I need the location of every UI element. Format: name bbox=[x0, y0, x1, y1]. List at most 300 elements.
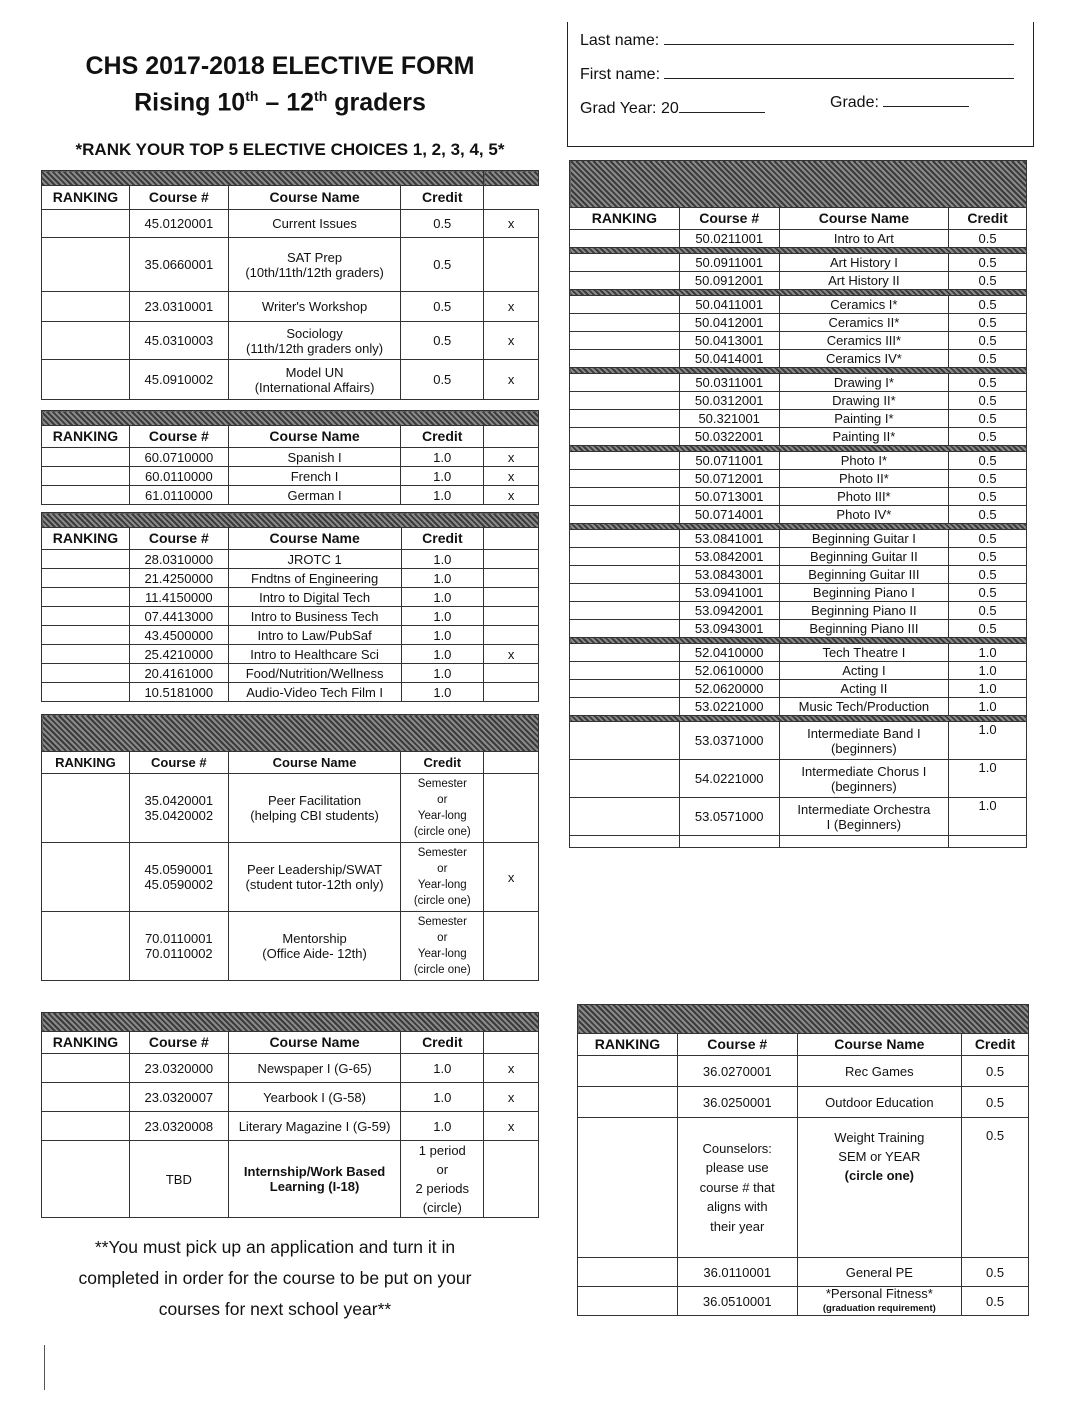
first-name-field[interactable]: First name: bbox=[580, 64, 1014, 84]
table-row bbox=[570, 602, 1027, 620]
ranking-header: RANKING bbox=[578, 1034, 678, 1056]
table-row bbox=[42, 1083, 539, 1112]
credit: 0.5 bbox=[401, 238, 484, 292]
course-name: Photo II* bbox=[779, 470, 949, 488]
course-number: 52.0410000 bbox=[679, 644, 779, 662]
ranking-cell[interactable] bbox=[42, 683, 130, 702]
course-number: 28.0310000 bbox=[129, 550, 228, 569]
credit: 0.5 bbox=[401, 322, 484, 360]
ranking-cell[interactable] bbox=[570, 680, 680, 698]
table-row bbox=[570, 332, 1027, 350]
course-number: 50.0211001 bbox=[679, 230, 779, 248]
credit: 1.0 bbox=[401, 1054, 484, 1083]
header-row bbox=[42, 186, 539, 210]
ranking-cell[interactable] bbox=[570, 410, 680, 428]
table-row bbox=[578, 1118, 1029, 1258]
table-row bbox=[570, 254, 1027, 272]
course-number: 50.0413001 bbox=[679, 332, 779, 350]
offered-mark bbox=[484, 238, 539, 292]
course-name: Spanish I bbox=[228, 448, 400, 467]
offered-mark: x bbox=[484, 1112, 539, 1141]
table-row bbox=[42, 912, 539, 981]
course-name: Tech Theatre I bbox=[779, 644, 949, 662]
table-row bbox=[42, 1141, 539, 1218]
ranking-cell[interactable] bbox=[42, 360, 130, 400]
table-row bbox=[570, 470, 1027, 488]
table-row bbox=[42, 774, 539, 843]
ranking-cell[interactable] bbox=[570, 566, 680, 584]
course-name: Intermediate Orchestra I (Beginners) bbox=[779, 798, 949, 836]
offered-mark: x bbox=[484, 210, 539, 238]
ranking-header: RANKING bbox=[570, 208, 680, 230]
table-row bbox=[42, 467, 539, 486]
ranking-cell[interactable] bbox=[570, 254, 680, 272]
table-row bbox=[42, 626, 539, 645]
course-name: Acting II bbox=[779, 680, 949, 698]
course-number: 23.0320000 bbox=[129, 1054, 228, 1083]
table-row bbox=[42, 683, 539, 702]
course-number: 36.0110001 bbox=[677, 1258, 797, 1287]
credit: 1.0 bbox=[949, 662, 1027, 680]
course-name: Sociology (11th/12th graders only) bbox=[228, 322, 401, 360]
course-number: 50.0311001 bbox=[679, 374, 779, 392]
ranking-cell[interactable] bbox=[42, 292, 130, 322]
course-name: Rec Games bbox=[797, 1056, 961, 1087]
ranking-cell[interactable] bbox=[570, 644, 680, 662]
credit: 0.5 bbox=[962, 1258, 1029, 1287]
credit: 0.5 bbox=[949, 488, 1027, 506]
course-number: 10.5181000 bbox=[129, 683, 228, 702]
offered-mark bbox=[484, 626, 539, 645]
table-row bbox=[570, 644, 1027, 662]
credit: 1.0 bbox=[401, 645, 484, 664]
student-info-box bbox=[567, 22, 1034, 147]
ranking-cell[interactable] bbox=[570, 548, 680, 566]
course-number-header: Course # bbox=[129, 186, 228, 210]
table-row bbox=[570, 392, 1027, 410]
grade-field[interactable]: Grade: bbox=[830, 92, 969, 112]
table-row bbox=[42, 210, 539, 238]
ranking-cell[interactable] bbox=[570, 392, 680, 410]
application-footnote: **You must pick up an application and turn it in completed in order for the course to be put on your courses for next school year** bbox=[78, 1237, 472, 1319]
course-number: 53.0571000 bbox=[679, 798, 779, 836]
course-number: 53.0842001 bbox=[679, 548, 779, 566]
table-row bbox=[570, 530, 1027, 548]
course-name: Art History I bbox=[779, 254, 949, 272]
table-row bbox=[570, 698, 1027, 716]
credit: 0.5 bbox=[949, 392, 1027, 410]
course-number: 50.0412001 bbox=[679, 314, 779, 332]
course-number-header: Course # bbox=[129, 752, 228, 774]
course-name: Internship/Work Based Learning (I-18) bbox=[228, 1141, 401, 1218]
offered-mark bbox=[484, 774, 539, 843]
form-subtitle: Rising 10th – 12th graders bbox=[134, 88, 426, 117]
offered-mark bbox=[484, 588, 539, 607]
credit: 1.0 bbox=[401, 683, 484, 702]
table-row bbox=[42, 550, 539, 569]
credit: 1.0 bbox=[401, 486, 484, 505]
ranking-cell[interactable] bbox=[42, 1112, 130, 1141]
course-number: 52.0610000 bbox=[679, 662, 779, 680]
course-name: Audio-Video Tech Film I bbox=[228, 683, 401, 702]
ranking-cell[interactable] bbox=[42, 645, 130, 664]
table-row bbox=[578, 1287, 1029, 1316]
elective-table-physical-education bbox=[577, 1004, 1029, 1316]
ranking-cell[interactable] bbox=[570, 230, 680, 248]
course-number: 50.0312001 bbox=[679, 392, 779, 410]
elective-table-peer-programs bbox=[41, 714, 539, 981]
ranking-cell[interactable] bbox=[570, 530, 680, 548]
course-number: 21.4250000 bbox=[129, 569, 228, 588]
course-number: 53.0943001 bbox=[679, 620, 779, 638]
course-name: Model UN (International Affairs) bbox=[228, 360, 401, 400]
course-name: Intro to Business Tech bbox=[228, 607, 401, 626]
credit: 0.5 bbox=[949, 350, 1027, 368]
course-name: Intro to Art bbox=[779, 230, 949, 248]
ranking-cell[interactable] bbox=[570, 332, 680, 350]
credit: 0.5 bbox=[401, 210, 484, 238]
course-name: Ceramics IV* bbox=[779, 350, 949, 368]
offered-mark: x bbox=[484, 843, 539, 912]
course-name: Painting I* bbox=[779, 410, 949, 428]
course-number: 45.0310003 bbox=[129, 322, 228, 360]
credit-options: Semester or Year-long (circle one) bbox=[401, 843, 484, 912]
course-name-header: Course Name bbox=[228, 186, 401, 210]
credit: 0.5 bbox=[949, 470, 1027, 488]
credit: 0.5 bbox=[949, 314, 1027, 332]
course-name: Photo IV* bbox=[779, 506, 949, 524]
table-row bbox=[570, 452, 1027, 470]
ranking-cell[interactable] bbox=[42, 626, 130, 645]
course-name: Beginning Guitar I bbox=[779, 530, 949, 548]
ranking-cell[interactable] bbox=[570, 662, 680, 680]
table-row bbox=[570, 374, 1027, 392]
ranking-cell[interactable] bbox=[570, 506, 680, 524]
offered-mark: x bbox=[484, 448, 539, 467]
course-name: Peer Facilitation (helping CBI students) bbox=[228, 774, 401, 843]
credit: 1.0 bbox=[949, 722, 1027, 760]
table-row bbox=[42, 843, 539, 912]
table-row bbox=[578, 1087, 1029, 1118]
header-row bbox=[42, 528, 539, 550]
course-number: 53.0841001 bbox=[679, 530, 779, 548]
table-row bbox=[42, 238, 539, 292]
ranking-cell[interactable] bbox=[570, 760, 680, 798]
ranking-cell[interactable] bbox=[570, 698, 680, 716]
credit: 0.5 bbox=[949, 530, 1027, 548]
course-name: Fndtns of Engineering bbox=[228, 569, 401, 588]
ranking-cell[interactable] bbox=[42, 664, 130, 683]
credit: 1.0 bbox=[949, 644, 1027, 662]
ranking-cell[interactable] bbox=[42, 448, 130, 467]
credit-header: Credit bbox=[401, 752, 484, 774]
credit: 0.5 bbox=[962, 1056, 1029, 1087]
offered-mark: x bbox=[484, 467, 539, 486]
credit: 1.0 bbox=[401, 448, 484, 467]
credit-options: Semester or Year-long (circle one) bbox=[401, 774, 484, 843]
ranking-cell[interactable] bbox=[578, 1087, 678, 1118]
credit: 0.5 bbox=[949, 410, 1027, 428]
course-number: 45.0910002 bbox=[129, 360, 228, 400]
ranking-cell[interactable] bbox=[570, 584, 680, 602]
table-row bbox=[42, 448, 539, 467]
course-name: Painting II* bbox=[779, 428, 949, 446]
course-name: Ceramics I* bbox=[779, 296, 949, 314]
course-number: 70.0110001 70.0110002 bbox=[129, 912, 228, 981]
course-name: Mentorship (Office Aide- 12th) bbox=[228, 912, 401, 981]
course-name: *Personal Fitness* (graduation requirement) bbox=[797, 1287, 961, 1316]
offered-mark: x bbox=[484, 322, 539, 360]
ranking-cell[interactable] bbox=[42, 843, 130, 912]
credit: 0.5 bbox=[949, 332, 1027, 350]
credit-header: Credit bbox=[401, 1032, 484, 1054]
course-number: 23.0310001 bbox=[129, 292, 228, 322]
course-name: Outdoor Education bbox=[797, 1087, 961, 1118]
credit: 0.5 bbox=[949, 602, 1027, 620]
course-number: 45.0120001 bbox=[129, 210, 228, 238]
elective-table-general bbox=[41, 170, 539, 400]
course-name-header: Course Name bbox=[228, 752, 401, 774]
course-name: Art History II bbox=[779, 272, 949, 290]
table-row bbox=[570, 662, 1027, 680]
ranking-cell[interactable] bbox=[42, 774, 130, 843]
ranking-cell[interactable] bbox=[570, 620, 680, 638]
course-number-header: Course # bbox=[129, 528, 228, 550]
credit: 1.0 bbox=[401, 626, 484, 645]
offered-mark bbox=[484, 912, 539, 981]
course-name: French I bbox=[228, 467, 400, 486]
credit: 1.0 bbox=[401, 569, 484, 588]
course-number: 20.4161000 bbox=[129, 664, 228, 683]
header-row bbox=[570, 208, 1027, 230]
table-row bbox=[42, 569, 539, 588]
table-row bbox=[570, 428, 1027, 446]
credit-options: 1 period or 2 periods (circle) bbox=[401, 1141, 484, 1218]
credit: 0.5 bbox=[962, 1087, 1029, 1118]
course-name: Photo I* bbox=[779, 452, 949, 470]
course-number: TBD bbox=[129, 1141, 228, 1218]
ranking-cell[interactable] bbox=[42, 912, 130, 981]
offered-mark: x bbox=[484, 292, 539, 322]
course-name-header: Course Name bbox=[797, 1034, 961, 1056]
table-row bbox=[570, 272, 1027, 290]
ranking-cell[interactable] bbox=[42, 588, 130, 607]
course-name: General PE bbox=[797, 1258, 961, 1287]
credit: 0.5 bbox=[401, 292, 484, 322]
course-number: 43.4500000 bbox=[129, 626, 228, 645]
course-number: 36.0510001 bbox=[677, 1287, 797, 1316]
ranking-cell[interactable] bbox=[570, 296, 680, 314]
credit: 1.0 bbox=[401, 1112, 484, 1141]
course-number: 50.0912001 bbox=[679, 272, 779, 290]
course-name: Newspaper I (G-65) bbox=[228, 1054, 401, 1083]
course-name: Drawing II* bbox=[779, 392, 949, 410]
course-number: 54.0221000 bbox=[679, 760, 779, 798]
course-name: Intermediate Band I (beginners) bbox=[779, 722, 949, 760]
course-name: Photo III* bbox=[779, 488, 949, 506]
ranking-cell[interactable] bbox=[42, 238, 130, 292]
course-number: 53.0941001 bbox=[679, 584, 779, 602]
ranking-cell[interactable] bbox=[570, 272, 680, 290]
table-row bbox=[570, 548, 1027, 566]
table-row bbox=[578, 1258, 1029, 1287]
offered-mark bbox=[484, 664, 539, 683]
course-number: 50.0411001 bbox=[679, 296, 779, 314]
ranking-cell[interactable] bbox=[42, 210, 130, 238]
ranking-cell[interactable] bbox=[578, 1056, 678, 1087]
rank-instructions: *RANK YOUR TOP 5 ELECTIVE CHOICES 1, 2, 3, 4, 5* bbox=[75, 140, 505, 159]
course-number: 50.0713001 bbox=[679, 488, 779, 506]
ranking-cell[interactable] bbox=[570, 350, 680, 368]
table-row bbox=[570, 314, 1027, 332]
course-number: 52.0620000 bbox=[679, 680, 779, 698]
ranking-cell[interactable] bbox=[570, 314, 680, 332]
table-row bbox=[42, 360, 539, 400]
course-name: Beginning Guitar III bbox=[779, 566, 949, 584]
ranking-cell[interactable] bbox=[42, 486, 130, 505]
ranking-cell[interactable] bbox=[570, 428, 680, 446]
table-row bbox=[42, 664, 539, 683]
table-row bbox=[570, 350, 1027, 368]
credit-header: Credit bbox=[949, 208, 1027, 230]
credit: 0.5 bbox=[949, 230, 1027, 248]
header-row bbox=[42, 426, 539, 448]
course-name: Beginning Guitar II bbox=[779, 548, 949, 566]
course-name-header: Course Name bbox=[779, 208, 949, 230]
course-number: 50.0911001 bbox=[679, 254, 779, 272]
course-number-header: Course # bbox=[677, 1034, 797, 1056]
counselor-note: Counselors: please use course # that aligns with their year bbox=[677, 1118, 797, 1258]
credit: 0.5 bbox=[401, 360, 484, 400]
credit: 0.5 bbox=[962, 1118, 1029, 1258]
table-row bbox=[42, 1112, 539, 1141]
ranking-cell[interactable] bbox=[570, 488, 680, 506]
ranking-cell[interactable] bbox=[42, 1141, 130, 1218]
ranking-cell[interactable] bbox=[570, 602, 680, 620]
header-row bbox=[578, 1034, 1029, 1056]
credit: 1.0 bbox=[401, 1083, 484, 1112]
credit-header: Credit bbox=[401, 186, 484, 210]
course-number: 23.0320008 bbox=[129, 1112, 228, 1141]
ranking-header: RANKING bbox=[42, 186, 130, 210]
credit-header: Credit bbox=[401, 528, 484, 550]
credit: 0.5 bbox=[949, 506, 1027, 524]
ranking-cell[interactable] bbox=[578, 1118, 678, 1258]
grad-year-field[interactable]: Grad Year: 20 bbox=[580, 98, 765, 118]
elective-table-publications bbox=[41, 1012, 539, 1218]
ranking-cell[interactable] bbox=[42, 569, 130, 588]
table-row bbox=[570, 410, 1027, 428]
table-row bbox=[570, 620, 1027, 638]
course-number: 50.0322001 bbox=[679, 428, 779, 446]
table-row bbox=[42, 607, 539, 626]
credit-header: Credit bbox=[962, 1034, 1029, 1056]
course-number: 50.0712001 bbox=[679, 470, 779, 488]
course-number: 60.0110000 bbox=[129, 467, 228, 486]
credit-options: Semester or Year-long (circle one) bbox=[401, 912, 484, 981]
credit: 1.0 bbox=[401, 588, 484, 607]
table-row bbox=[570, 566, 1027, 584]
credit-header: Credit bbox=[401, 426, 484, 448]
course-name: Ceramics II* bbox=[779, 314, 949, 332]
course-name: Beginning Piano I bbox=[779, 584, 949, 602]
table-row bbox=[42, 322, 539, 360]
offered-mark bbox=[484, 550, 539, 569]
offered-mark: x bbox=[484, 1083, 539, 1112]
ranking-cell[interactable] bbox=[42, 322, 130, 360]
course-name: Writer's Workshop bbox=[228, 292, 401, 322]
ranking-cell[interactable] bbox=[570, 374, 680, 392]
course-name: Food/Nutrition/Wellness bbox=[228, 664, 401, 683]
course-name: Music Tech/Production bbox=[779, 698, 949, 716]
course-number: 23.0320007 bbox=[129, 1083, 228, 1112]
ranking-cell[interactable] bbox=[570, 452, 680, 470]
credit: 0.5 bbox=[962, 1287, 1029, 1316]
course-name: Ceramics III* bbox=[779, 332, 949, 350]
course-name: Intro to Digital Tech bbox=[228, 588, 401, 607]
table-row bbox=[42, 292, 539, 322]
course-name: Intermediate Chorus I (beginners) bbox=[779, 760, 949, 798]
ranking-cell[interactable] bbox=[578, 1287, 678, 1316]
credit: 0.5 bbox=[949, 254, 1027, 272]
ranking-cell[interactable] bbox=[42, 1054, 130, 1083]
offered-mark bbox=[484, 607, 539, 626]
credit: 1.0 bbox=[401, 550, 484, 569]
table-row bbox=[570, 506, 1027, 524]
ranking-cell[interactable] bbox=[42, 1083, 130, 1112]
ranking-cell[interactable] bbox=[570, 722, 680, 760]
course-name: German I bbox=[228, 486, 400, 505]
course-number: 35.0420001 35.0420002 bbox=[129, 774, 228, 843]
offered-mark bbox=[484, 569, 539, 588]
course-number: 53.0221000 bbox=[679, 698, 779, 716]
elective-table-career-tech bbox=[41, 512, 539, 702]
ranking-cell[interactable] bbox=[578, 1258, 678, 1287]
course-number: 25.4210000 bbox=[129, 645, 228, 664]
ranking-cell[interactable] bbox=[42, 467, 130, 486]
table-row bbox=[42, 645, 539, 664]
course-name-header: Course Name bbox=[228, 528, 401, 550]
table-row bbox=[570, 760, 1027, 798]
ranking-cell[interactable] bbox=[42, 550, 130, 569]
table-row bbox=[42, 588, 539, 607]
course-name: Intro to Law/PubSaf bbox=[228, 626, 401, 645]
table-row bbox=[570, 296, 1027, 314]
ranking-cell[interactable] bbox=[570, 470, 680, 488]
course-name: SAT Prep (10th/11th/12th graders) bbox=[228, 238, 401, 292]
course-name-header: Course Name bbox=[228, 426, 400, 448]
credit: 1.0 bbox=[949, 798, 1027, 836]
table-row bbox=[578, 1056, 1029, 1087]
course-number-header: Course # bbox=[129, 1032, 228, 1054]
course-number: 50.0414001 bbox=[679, 350, 779, 368]
credit: 0.5 bbox=[949, 548, 1027, 566]
credit: 0.5 bbox=[949, 428, 1027, 446]
course-name: Acting I bbox=[779, 662, 949, 680]
course-name: Drawing I* bbox=[779, 374, 949, 392]
table-row bbox=[570, 722, 1027, 760]
ranking-header: RANKING bbox=[42, 528, 130, 550]
credit: 0.5 bbox=[949, 452, 1027, 470]
ranking-header: RANKING bbox=[42, 426, 130, 448]
course-name: Literary Magazine I (G-59) bbox=[228, 1112, 401, 1141]
ranking-cell[interactable] bbox=[42, 607, 130, 626]
credit: 1.0 bbox=[401, 607, 484, 626]
table-row bbox=[570, 230, 1027, 248]
course-number: 50.0714001 bbox=[679, 506, 779, 524]
last-name-field[interactable]: Last name: bbox=[580, 30, 1014, 50]
ranking-cell[interactable] bbox=[570, 798, 680, 836]
